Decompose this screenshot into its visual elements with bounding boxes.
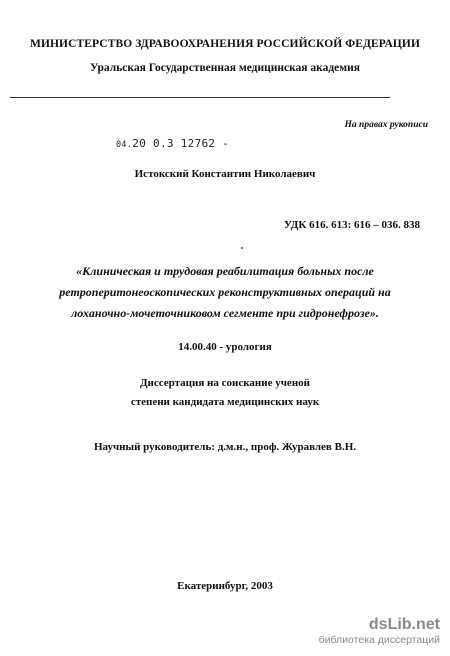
thesis-title-line-1: «Клиническая и трудовая реабилитация больных после: [76, 264, 374, 278]
thesis-type-line-1: Диссертация на соискание ученой: [139, 377, 310, 389]
stamp-code: 20 0.3 12762 -: [132, 137, 230, 150]
supervisor-line: Научный руководитель: д.м.н., проф. Журавлев В.Н.: [93, 441, 357, 453]
thesis-title-line-3: лоханочно-мочеточниковом сегменте при гидронефрозе».: [71, 306, 379, 320]
city-year: Екатеринбург, 2003: [177, 580, 273, 592]
manuscript-rights-note: На правах рукописи: [344, 120, 428, 130]
speck-mark: [241, 247, 243, 249]
thesis-type-line-2: степени кандидата медицинских наук: [130, 396, 320, 408]
header-divider: [10, 97, 390, 98]
stamp-prefix: 04.: [116, 140, 133, 150]
udk-code: УДК 616. 613: 616 – 036. 838: [283, 219, 420, 231]
registration-stamp: [116, 137, 229, 150]
watermark-subtitle: библиотека диссертаций: [318, 634, 440, 646]
specialty-code: 14.00.40 - урология: [178, 341, 272, 353]
ministry-heading: МИНИСТЕРСТВО ЗДРАВООХРАНЕНИЯ РОССИЙСКОЙ ФЕДЕРАЦИИ: [29, 38, 420, 50]
thesis-title-line-2: ретроперитонеоскопических реконструктивных операций на: [59, 285, 391, 299]
watermark-logo: dsLib.net: [368, 616, 440, 633]
author-name: Истокский Константин Николаевич: [134, 168, 316, 180]
academy-name: Уральская Государственная медицинская академия: [90, 62, 360, 74]
watermark: [319, 616, 440, 646]
